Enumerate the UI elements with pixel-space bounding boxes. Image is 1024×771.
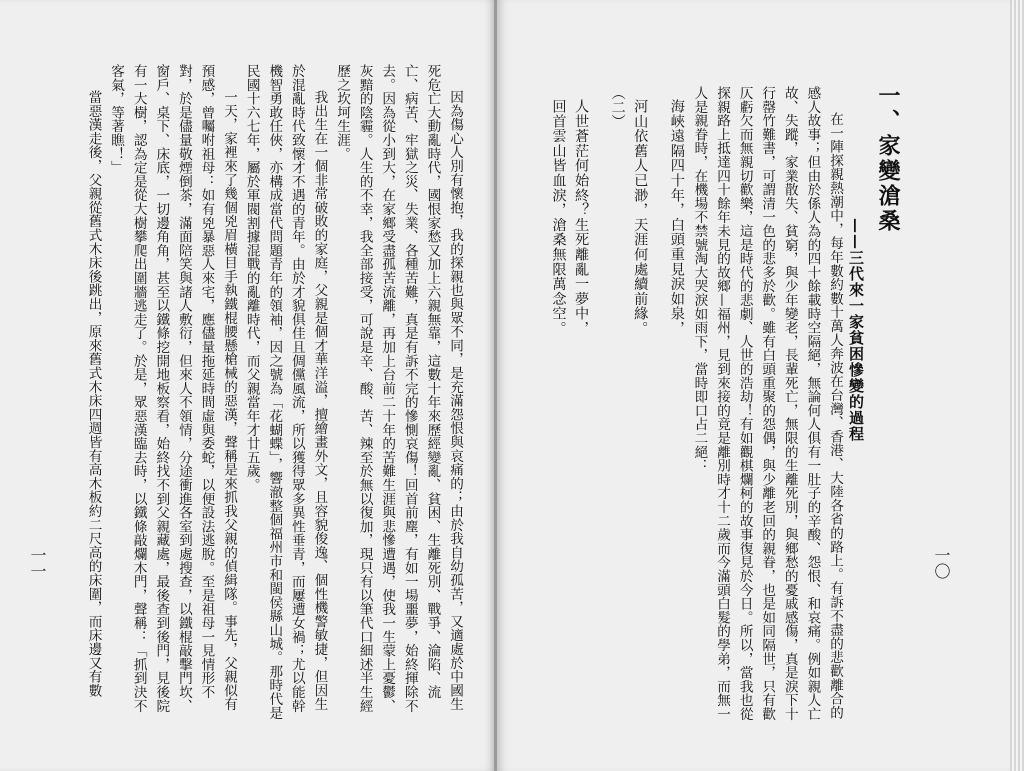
- paragraph: 因為傷心人別有懷抱，我的探親也與眾不同，是充滿怨恨與哀痛的；由於我自幼孤苦，又適處於中國生死危亡大動亂時代，國恨家愁又加上六親無靠，這數十年來歷經變亂、貧困、生離死別、戰爭、淪陷、流亡、病苦、牢獄之災、失業、各種苦難，真是有訴不完的慘惻哀傷！回首前塵，有如一場噩夢，始終揮除不去。因為從小到大，在家鄉受盡孤苦流離，再加上台前二十年的苦難生涯與悲慘遭遇，使我一生蒙上憂鬱、灰黯的陰霾。人生的不幸，我全部接受，可說是辛、酸、苦、辣至於無以復加，現只有以筆代口細述半生經歷之坎坷生涯。: [334, 64, 463, 713]
- right-page-body: [546, 86, 846, 721]
- paragraph: 在一陣探親熱潮中，每年數約數十萬人奔波在台灣、香港、大陸各省的路上。有訴不盡的悲歡離合的感人故事；但由於係人為的四十餘載時空隔絕，無論何人俱有一肚子的辛酸、怨恨、和哀痛。例如親人亡故、失蹤，家業散失、貧窮，與少年變老，長輩死亡，無限的生離死別，與鄉愁的憂戚感傷，真是淚下十行罄竹難書，可謂清一色的悲多於歡。雖有白頭重聚的怨偶，與少離老回的親眷，也是如同隔世，只有歡仄虧欠而無親切歡樂，這是時代的悲劇、人世的浩劫！有如觀棋爛柯的故事復見於今日。所以，當我也從探親路上抵達四十餘年未見的故鄉—福州，見到來接的竟是離別時才十二歲而今滿頭白髮的學弟，而無一人是親眷時，在機場不禁號淘大哭淚如雨下，當時即口占二絕：: [691, 86, 843, 721]
- page-edges: [1010, 0, 1024, 771]
- bleed-through-marks: [59, 29, 111, 67]
- paragraph: 一天，家裡來了幾個兇眉橫目手執鐵棍腰懸槍械的惡漢，聲稱是來抓我父親的偵緝隊。事先，父親似有預感，曾囑咐祖母：如有兇暴惡人來宅，應儘量拖延時間虛與委蛇，以便設法逃脫。至是祖母一見情形不對，於是儘量敬煙倒茶，滿面陪笑與諸人敷衍，但來人不領情，分途衝進各室到處搜查，以鐵棍敲擊門坎、窗戶、桌下、床底，一切邊角角，甚至以鐵條挖開地板察看，始終找不到父親藏處，最後查到後門，見後院有一大樹，認為定是從大樹攀爬出圍牆逃走了。於是，眾惡漢臨去時，以鐵條敲爛木門，聲稱：「抓到決不客氣，等著瞧！」: [108, 64, 238, 713]
- left-page-body: [40, 64, 466, 724]
- paragraph: 當惡漢走後，父親從舊式木床後跳出，原來舊式木床四週皆有高木板約二尺高的床圍，而床邊又有數: [85, 89, 102, 698]
- left-page-number: 一一: [28, 547, 47, 579]
- right-page-number: 一〇: [932, 547, 951, 579]
- poem-line: 回首雲山皆血淚，滄桑無限萬念空。: [550, 98, 567, 336]
- poem-number: （二）: [609, 86, 626, 129]
- chapter-subtitle: ——三代來一家貧困慘變的過程: [847, 218, 865, 442]
- poem-line: 河山依舊人已渺，天涯何處續前緣。: [632, 98, 649, 336]
- chapter-title: 一、家變滄桑: [875, 84, 901, 234]
- poem-line: 人世蒼茫何始終？生死離亂一夢中，: [573, 98, 590, 336]
- poem-line: 海峽遠隔四十年，白頭重見淚如泉，: [668, 98, 685, 336]
- paragraph: 我出生在一個非常破敗的家庭，父親是個才華洋溢，擅繪畫外文，且容貌俊逸、個性機警敏捷，但因生於混亂時代致懷才不遇的青年。由於才貌俱佳且倜儻風流，所以獲得眾多異性垂青，而屢遭女禍；尤以能幹機智勇敢任俠，亦構成當代問題青年的領袖，因之號為「花蝴蝶」，響澈整個福州市和閩侯縣山城。那時代是民國十六七年，屬於軍閥割據混戰的亂離時代，而父親當年才廿五歲。: [243, 64, 328, 720]
